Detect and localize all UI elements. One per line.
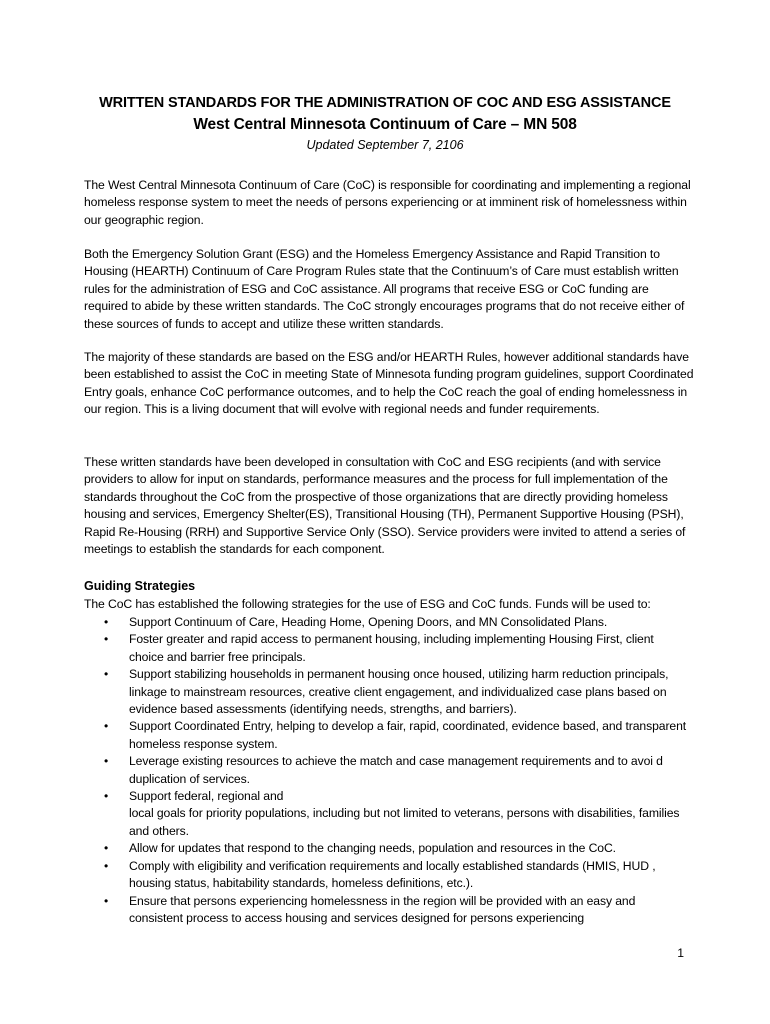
- paragraph-majority-standards: The majority of these standards are based on the ESG and/or HEARTH Rules, however additional standards have been established to assist the CoC in meeting State of Minnesota funding program guidelines, support Coordinated Entry goals, enhance CoC performance outcomes, and to help the CoC reach the goal of ending homelessness in our region. This is a living document that will evolve with regional needs and funder requirements.: [84, 350, 694, 417]
- list-item-text: Allow for updates that respond to the changing needs, population and resources in the CoC.: [129, 841, 616, 856]
- bullet-icon: •: [104, 841, 109, 856]
- strategies-list: [84, 614, 694, 927]
- list-item-text: Comply with eligibility and verification requirements and locally established standards (HMIS, HUD , housing status, habitability standards, homeless definitions, etc.).: [129, 858, 656, 891]
- page-number: 1: [677, 946, 684, 960]
- list-item: [84, 893, 694, 928]
- updated-date: Updated September 7, 2106: [306, 138, 464, 152]
- list-item-text: Leverage existing resources to achieve the match and case management requirements and to avoi d duplication of services.: [129, 754, 663, 786]
- list-item: [84, 788, 694, 840]
- list-item-text: Support federal, regional and local goals for priority populations, including but not limited to veterans, persons with disabilities, families and others.: [129, 789, 680, 838]
- list-item-text: Foster greater and rapid access to permanent housing, including implementing Housing First, client choice and barrier free principals.: [129, 632, 654, 664]
- list-item: [84, 753, 694, 788]
- list-item-text: Support stabilizing households in permanent housing once housed, utilizing harm reduction principals, linkage to mainstream resources, creative client engagement, and individualized case plans based on evidence based assessments (identifying needs, strengths, and barriers).: [129, 667, 669, 717]
- bullet-icon: •: [104, 893, 109, 908]
- bullet-icon: •: [104, 667, 109, 682]
- list-item: [84, 840, 694, 857]
- list-item: [84, 614, 694, 631]
- bullet-icon: •: [104, 858, 109, 873]
- paragraph-consultation: These written standards have been developed in consultation with CoC and ESG recipients (and with service providers to allow for input on standards, performance measures and the process for full implementation of the standards throughout the CoC from the prospective of those organizations that are directly providing homeless housing and services, Emergency Shelter(ES), Transitional Housing (TH), Permanent Supportive Housing (PSH), Rapid Re-Housing (RRH) and Supportive Service Only (SSO). Service providers were invited to attend a series of meetings to establish the standards for each component.: [84, 455, 686, 557]
- bullet-icon: •: [104, 719, 109, 734]
- bullet-icon: •: [104, 754, 109, 769]
- list-item: [84, 718, 694, 753]
- list-item: [84, 858, 694, 893]
- bullet-icon: •: [104, 632, 109, 647]
- bullet-icon: •: [104, 789, 109, 804]
- list-item-text: Support Coordinated Entry, helping to develop a fair, rapid, coordinated, evidence based, and transparent homeless response system.: [129, 719, 687, 751]
- list-item: [84, 631, 694, 666]
- guiding-strategies-heading: Guiding Strategies: [84, 579, 196, 593]
- guiding-strategies-intro: The CoC has established the following strategies for the use of ESG and CoC funds. Funds will be used to:: [84, 597, 651, 611]
- paragraph-coc-responsibility: The West Central Minnesota Continuum of Care (CoC) is responsible for coordinating and implementing a regional homeless response system to meet the needs of persons experiencing or at imminent risk of homelessness within our geographic region.: [84, 178, 691, 227]
- list-item-text: Support Continuum of Care, Heading Home, Opening Doors, and MN Consolidated Plans.: [129, 615, 608, 629]
- document-title: WRITTEN STANDARDS FOR THE ADMINISTRATION OF COC AND ESG ASSISTANCE: [99, 95, 671, 111]
- list-item-text: Ensure that persons experiencing homelessness in the region will be provided with an easy and consistent process to access housing and services designed for persons experiencing: [129, 893, 636, 925]
- document-subtitle: West Central Minnesota Continuum of Care – MN 508: [193, 116, 577, 133]
- paragraph-esg-hearth-rules: Both the Emergency Solution Grant (ESG) and the Homeless Emergency Assistance and Rapid Transition to Housing (HEARTH) Continuum of Care Program Rules state that the Continuum’s of Care must establish written rules for the administration of ESG and CoC assistance. All programs that receive ESG or CoC funding are required to abide by these written standards. The CoC strongly encourages programs that do not receive either of these sources of funds to accept and utilize these written standards.: [84, 247, 685, 331]
- bullet-icon: •: [104, 615, 109, 629]
- list-item: [84, 666, 694, 718]
